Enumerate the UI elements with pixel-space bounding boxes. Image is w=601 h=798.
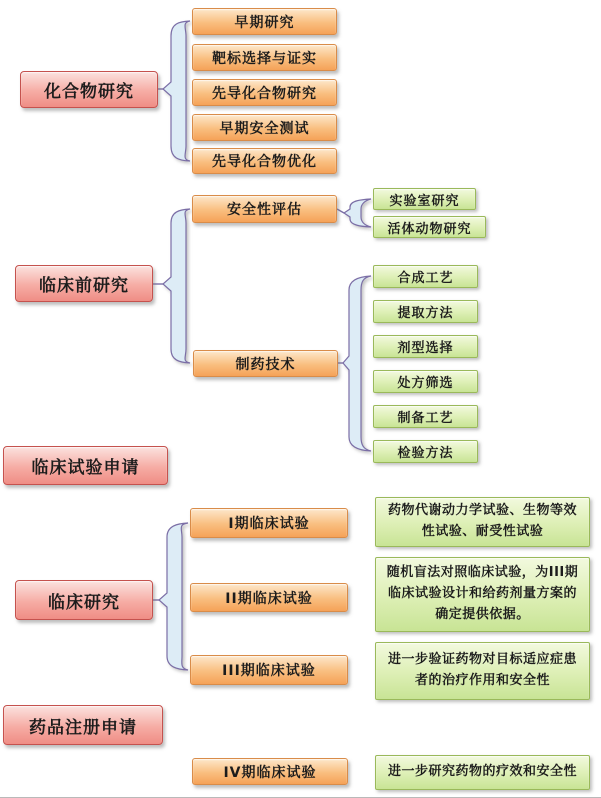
phase-1-description: 药物代谢动力学试验、生物等效性试验、耐受性试验	[375, 497, 590, 547]
stage-drug-registration-application: 药品注册申请	[3, 705, 163, 745]
detail-inspection-method: 检验方法	[373, 440, 478, 463]
connector-line-safety-evaluation	[337, 209, 344, 213]
stage-clinical-research: 临床研究	[15, 580, 153, 620]
phase-4-clinical-trial: IV期临床试验	[192, 758, 348, 785]
branch-pharma-tech: 制药技术	[193, 350, 338, 377]
detail-lab-research: 实验室研究	[373, 188, 476, 210]
stage-clinical-trial-application: 临床试验申请	[3, 446, 168, 485]
stage-preclinical-research: 临床前研究	[15, 265, 153, 302]
phase-2-clinical-trial: II期临床试验	[190, 583, 348, 612]
detail-formulation-screening: 处方筛选	[373, 370, 478, 393]
phase-3-clinical-trial: III期临床试验	[190, 655, 348, 685]
brace-compound-research	[163, 21, 190, 161]
branch-safety-evaluation: 安全性评估	[192, 195, 337, 223]
detail-synthesis-process: 合成工艺	[373, 265, 478, 288]
substep-target-selection-validation: 靶标选择与证实	[192, 44, 337, 71]
substep-early-safety-testing: 早期安全测试	[192, 114, 337, 141]
stage-compound-research: 化合物研究	[20, 71, 158, 108]
phase-4-description: 进一步研究药物的疗效和安全性	[375, 755, 590, 790]
detail-live-animal-research: 活体动物研究	[373, 216, 486, 238]
substep-early-research: 早期研究	[192, 8, 337, 35]
substep-lead-compound-research: 先导化合物研究	[192, 79, 337, 106]
detail-extraction-method: 提取方法	[373, 300, 478, 323]
brace-preclinical-research	[163, 209, 190, 363]
phase-1-clinical-trial: I期临床试验	[190, 508, 348, 538]
detail-dosage-form-selection: 剂型选择	[373, 335, 478, 358]
brace-safety-evaluation	[344, 199, 371, 227]
brace-pharma-tech	[343, 276, 371, 451]
substep-lead-compound-optimization: 先导化合物优化	[192, 148, 337, 174]
brace-clinical-research	[159, 523, 188, 670]
detail-preparation-process: 制备工艺	[373, 405, 478, 428]
phase-3-description: 进一步验证药物对目标适应症患者的治疗作用和安全性	[375, 642, 590, 700]
phase-2-description: 随机盲法对照临床试验，为III期临床试验设计和给药剂量方案的确定提供依据。	[375, 557, 590, 632]
